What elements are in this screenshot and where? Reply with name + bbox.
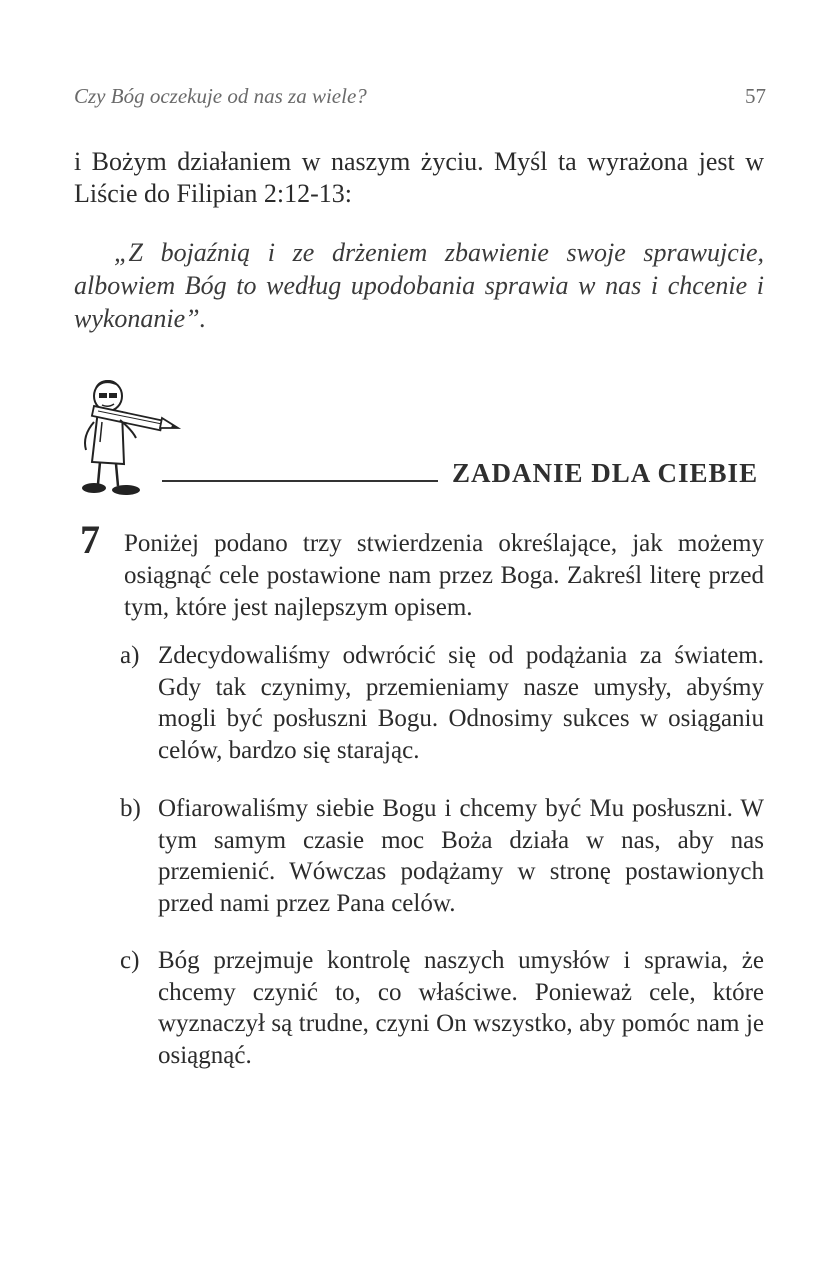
option-label: a) bbox=[120, 642, 140, 669]
option-label: c) bbox=[120, 947, 140, 974]
scripture-quote: „Z bojaźnią i ze drżeniem zbawienie swoje sprawujcie, albowiem Bóg to według upodobania sprawia w nas i chcenie i wykonanie”. bbox=[74, 238, 764, 333]
question-text: Poniżej podano trzy stwierdzenia określające, jak możemy osiągnąć cele postawione nam przez Boga. Zakreśl literę przed tym, które jest najlepszym opisem. bbox=[124, 530, 764, 621]
page-number: 57 bbox=[745, 84, 766, 108]
intro-paragraph: i Bożym działaniem w naszym życiu. Myśl ta wyrażona jest w Liście do Filipian 2:12-13: bbox=[74, 147, 764, 208]
question-number: 7 bbox=[80, 517, 100, 562]
task-heading: ZADANIE DLA CIEBIE bbox=[452, 458, 759, 488]
running-header: Czy Bóg oczekuje od nas za wiele? bbox=[74, 84, 367, 108]
student-with-pencil-icon bbox=[72, 372, 192, 502]
heading-rule bbox=[162, 480, 438, 482]
option-text: Ofiarowaliśmy siebie Bogu i chcemy być Mu posłuszni. W tym samym czasie moc Boża działa w nas, aby nas przemienić. Wówczas podążamy w stronę postawionych przed nami przez Pana celów. bbox=[158, 795, 764, 917]
option-label: b) bbox=[120, 795, 141, 822]
answer-option-b[interactable] bbox=[120, 793, 764, 919]
option-text: Bóg przejmuje kontrolę naszych umysłów i sprawia, że chcemy czynić to, co właściwe. Ponieważ cele, które wyznaczył są trudne, czyni On wszystko, aby pomóc nam je osiągnąć. bbox=[158, 947, 764, 1069]
answer-option-a[interactable] bbox=[120, 640, 764, 766]
option-text: Zdecydowaliśmy odwrócić się od podążania za światem. Gdy tak czynimy, przemieniamy nasze umysły, abyśmy mogli być posłuszni Bogu. Odnosimy sukces w osiąganiu celów, bardzo się starając. bbox=[158, 642, 764, 764]
answer-option-c[interactable] bbox=[120, 945, 764, 1071]
